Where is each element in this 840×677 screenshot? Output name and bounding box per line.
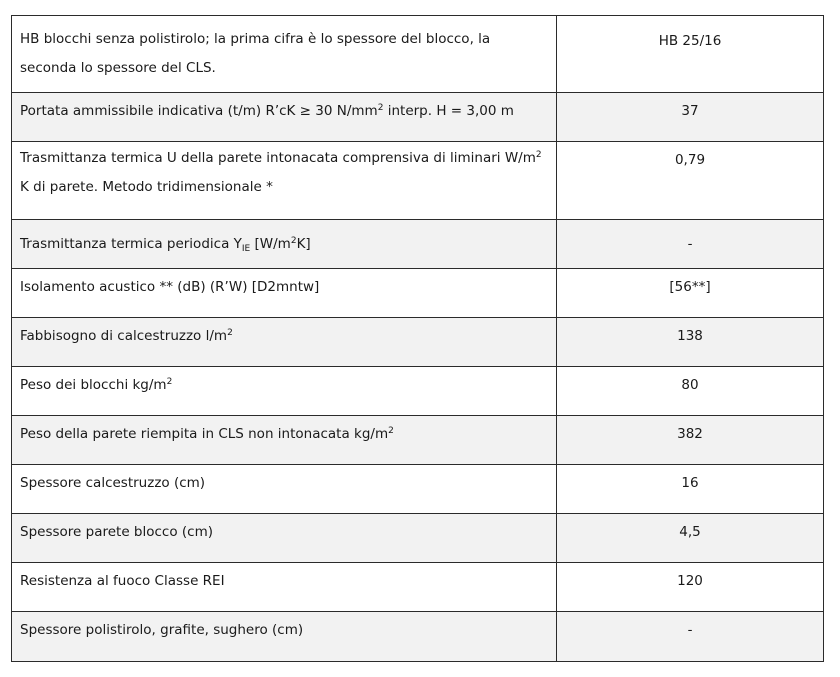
label-sup: 2 <box>388 426 394 436</box>
label-text: Peso della parete riempita in CLS non intonacata kg/m <box>20 426 389 442</box>
label-sub: IE <box>241 244 251 254</box>
row-value: HB 25/16 <box>557 16 824 93</box>
table-row <box>12 318 824 367</box>
label-sup: 2 <box>377 103 384 113</box>
row-label <box>12 16 557 93</box>
row-label <box>12 416 557 465</box>
label-text: Trasmittanza termica periodica Y <box>20 236 242 252</box>
row-value: 0,79 <box>557 142 824 220</box>
row-label <box>12 220 557 269</box>
label-text: Spessore polistirolo, grafite, sughero (cm) <box>20 622 304 638</box>
label-text: [W/m <box>250 236 291 252</box>
row-value: 4,5 <box>557 514 824 563</box>
row-value: - <box>557 220 824 269</box>
table-row <box>12 269 824 318</box>
label-sup: 2 <box>166 377 173 387</box>
row-label <box>12 612 557 662</box>
row-value: 382 <box>557 416 824 465</box>
label-text: HB blocchi senza polistirolo; la prima cifra è lo spessore del blocco, la seconda lo spessore del CLS. <box>20 31 491 76</box>
label-text: Isolamento acustico ** (dB) (R’W) [D2mntw] <box>20 279 320 295</box>
row-value: 138 <box>557 318 824 367</box>
row-label <box>12 269 557 318</box>
row-value: 80 <box>557 367 824 416</box>
row-label <box>12 367 557 416</box>
label-text: Resistenza al fuoco Classe REI <box>20 573 225 589</box>
table-row <box>12 93 824 142</box>
table-row <box>12 514 824 563</box>
label-text: Fabbisogno di calcestruzzo l/m <box>20 328 228 344</box>
table-row <box>12 465 824 514</box>
table-row <box>12 16 824 93</box>
row-label <box>12 142 557 220</box>
label-text: Spessore calcestruzzo (cm) <box>20 475 206 491</box>
row-value: - <box>557 612 824 662</box>
label-text: Trasmittanza termica U della parete intonacata comprensiva di liminari W/m <box>20 150 536 166</box>
table-row <box>12 563 824 612</box>
table-row <box>12 612 824 662</box>
label-text: K di parete. Metodo tridimensionale * <box>20 179 273 195</box>
spec-table <box>11 15 824 662</box>
table-row <box>12 142 824 220</box>
label-text: Portata ammissibile indicativa (t/m) R’cK ≥ 30 N/mm <box>20 103 378 119</box>
row-label <box>12 318 557 367</box>
row-label <box>12 563 557 612</box>
row-label <box>12 465 557 514</box>
row-value: [56**] <box>557 269 824 318</box>
row-value: 120 <box>557 563 824 612</box>
label-text: Spessore parete blocco (cm) <box>20 524 213 540</box>
label-sup: 2 <box>227 328 233 338</box>
label-sup: 2 <box>290 236 297 246</box>
row-value: 16 <box>557 465 824 514</box>
table-row <box>12 220 824 269</box>
label-text: interp. H = 3,00 m <box>383 103 514 119</box>
row-label <box>12 93 557 142</box>
table-row <box>12 367 824 416</box>
row-value: 37 <box>557 93 824 142</box>
label-sup: 2 <box>535 150 542 160</box>
row-label <box>12 514 557 563</box>
table-row <box>12 416 824 465</box>
label-text: K] <box>296 236 311 252</box>
label-text: Peso dei blocchi kg/m <box>20 377 167 393</box>
